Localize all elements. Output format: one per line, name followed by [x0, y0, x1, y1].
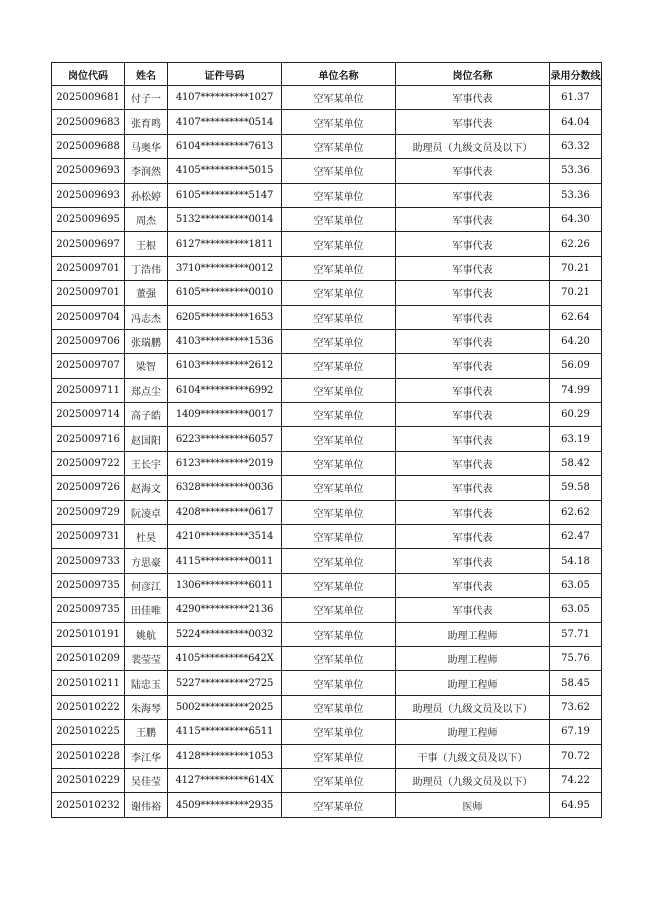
position-name-cell: 医师	[396, 793, 550, 817]
position-code-cell: 2025009688	[52, 134, 125, 158]
cutoff-score-cell: 73.62	[550, 695, 602, 719]
unit-name-cell: 空军某单位	[282, 305, 396, 329]
unit-name-cell: 空军某单位	[282, 744, 396, 768]
position-name-cell: 助理工程师	[396, 671, 550, 695]
cutoff-score-cell: 63.19	[550, 427, 602, 451]
unit-name-cell: 空军某单位	[282, 329, 396, 353]
cutoff-score-cell: 70.21	[550, 281, 602, 305]
table-row	[52, 427, 602, 451]
unit-name-cell: 空军某单位	[282, 646, 396, 670]
table-row	[52, 86, 602, 110]
table-row	[52, 134, 602, 158]
position-name-cell: 干事（九级文员及以下）	[396, 744, 550, 768]
unit-name-cell: 空军某单位	[282, 598, 396, 622]
position-name-cell: 助理工程师	[396, 720, 550, 744]
position-code-cell: 2025009704	[52, 305, 125, 329]
id-number-cell: 6105**********5147	[168, 183, 282, 207]
position-name-cell: 军事代表	[396, 451, 550, 475]
id-number-cell: 5227**********2725	[168, 671, 282, 695]
table-row	[52, 403, 602, 427]
name-cell: 裴莹莹	[125, 646, 168, 670]
name-cell: 王鹏	[125, 720, 168, 744]
table-row	[52, 207, 602, 231]
position-code-cell: 2025010232	[52, 793, 125, 817]
name-cell: 田佳唯	[125, 598, 168, 622]
table-row	[52, 232, 602, 256]
position-name-cell: 军事代表	[396, 476, 550, 500]
cutoff-score-cell: 63.32	[550, 134, 602, 158]
position-code-cell: 2025009681	[52, 86, 125, 110]
position-code-cell: 2025009735	[52, 573, 125, 597]
id-number-cell: 4290**********2136	[168, 598, 282, 622]
position-code-cell: 2025010222	[52, 695, 125, 719]
position-name-cell: 军事代表	[396, 232, 550, 256]
position-name-cell: 军事代表	[396, 598, 550, 622]
table-row	[52, 573, 602, 597]
table-row	[52, 378, 602, 402]
position-code-cell: 2025009711	[52, 378, 125, 402]
position-name-cell: 助理工程师	[396, 646, 550, 670]
name-cell: 朱海琴	[125, 695, 168, 719]
id-number-cell: 4105**********5015	[168, 159, 282, 183]
cutoff-score-cell: 58.42	[550, 451, 602, 475]
table-row	[52, 305, 602, 329]
position-name-cell: 军事代表	[396, 500, 550, 524]
name-cell: 何彦江	[125, 573, 168, 597]
position-code-cell: 2025010228	[52, 744, 125, 768]
name-cell: 王根	[125, 232, 168, 256]
id-number-cell: 4105**********642X	[168, 646, 282, 670]
unit-name-cell: 空军某单位	[282, 793, 396, 817]
unit-name-cell: 空军某单位	[282, 403, 396, 427]
id-number-cell: 4115**********6511	[168, 720, 282, 744]
cutoff-score-cell: 70.72	[550, 744, 602, 768]
name-cell: 周杰	[125, 207, 168, 231]
id-number-cell: 4127**********614X	[168, 768, 282, 792]
id-number-cell: 3710**********0012	[168, 256, 282, 280]
id-number-cell: 6104**********6992	[168, 378, 282, 402]
name-cell: 赵海文	[125, 476, 168, 500]
id-number-cell: 4509**********2935	[168, 793, 282, 817]
position-code-cell: 2025009701	[52, 256, 125, 280]
position-name-cell: 助理工程师	[396, 622, 550, 646]
cutoff-score-cell: 64.04	[550, 110, 602, 134]
table-row	[52, 768, 602, 792]
position-name-cell: 助理员（九级文员及以下）	[396, 768, 550, 792]
name-cell: 李润然	[125, 159, 168, 183]
name-cell: 陆忠玉	[125, 671, 168, 695]
unit-name-cell: 空军某单位	[282, 159, 396, 183]
table-row	[52, 720, 602, 744]
cutoff-score-cell: 58.45	[550, 671, 602, 695]
cutoff-score-cell: 56.09	[550, 354, 602, 378]
name-cell: 孙松婷	[125, 183, 168, 207]
name-cell: 吴佳莹	[125, 768, 168, 792]
name-cell: 马奥华	[125, 134, 168, 158]
position-code-cell: 2025009731	[52, 525, 125, 549]
name-cell: 丁浩伟	[125, 256, 168, 280]
position-code-cell: 2025009735	[52, 598, 125, 622]
position-code-cell: 2025009729	[52, 500, 125, 524]
position-code-cell: 2025009697	[52, 232, 125, 256]
position-name-cell: 军事代表	[396, 354, 550, 378]
position-code-cell: 2025009726	[52, 476, 125, 500]
id-number-cell: 6105**********0010	[168, 281, 282, 305]
position-code-cell: 2025010225	[52, 720, 125, 744]
id-number-cell: 5224**********0032	[168, 622, 282, 646]
cutoff-score-cell: 64.95	[550, 793, 602, 817]
position-name-cell: 军事代表	[396, 183, 550, 207]
position-code-cell: 2025010229	[52, 768, 125, 792]
header-name: 姓名	[125, 63, 168, 86]
name-cell: 董强	[125, 281, 168, 305]
table-row	[52, 451, 602, 475]
table-row	[52, 500, 602, 524]
position-name-cell: 军事代表	[396, 281, 550, 305]
position-name-cell: 军事代表	[396, 525, 550, 549]
id-number-cell: 6127**********1811	[168, 232, 282, 256]
id-number-cell: 1409**********0017	[168, 403, 282, 427]
table-row	[52, 549, 602, 573]
id-number-cell: 6103**********2612	[168, 354, 282, 378]
unit-name-cell: 空军某单位	[282, 671, 396, 695]
id-number-cell: 4107**********1027	[168, 86, 282, 110]
id-number-cell: 4210**********3514	[168, 525, 282, 549]
position-code-cell: 2025009706	[52, 329, 125, 353]
id-number-cell: 5132**********0014	[168, 207, 282, 231]
position-name-cell: 军事代表	[396, 207, 550, 231]
cutoff-score-cell: 62.64	[550, 305, 602, 329]
cutoff-score-cell: 63.05	[550, 573, 602, 597]
unit-name-cell: 空军某单位	[282, 720, 396, 744]
unit-name-cell: 空军某单位	[282, 110, 396, 134]
table-row	[52, 695, 602, 719]
id-number-cell: 6104**********7613	[168, 134, 282, 158]
table-row	[52, 281, 602, 305]
position-name-cell: 军事代表	[396, 378, 550, 402]
position-name-cell: 助理员（九级文员及以下）	[396, 134, 550, 158]
id-number-cell: 6328**********0036	[168, 476, 282, 500]
cutoff-score-cell: 62.26	[550, 232, 602, 256]
unit-name-cell: 空军某单位	[282, 134, 396, 158]
table-row	[52, 256, 602, 280]
position-code-cell: 2025009695	[52, 207, 125, 231]
cutoff-score-cell: 67.19	[550, 720, 602, 744]
position-code-cell: 2025010191	[52, 622, 125, 646]
cutoff-score-cell: 62.62	[550, 500, 602, 524]
name-cell: 付子一	[125, 86, 168, 110]
table-row	[52, 598, 602, 622]
position-code-cell: 2025009701	[52, 281, 125, 305]
id-number-cell: 1306**********6011	[168, 573, 282, 597]
cutoff-score-cell: 63.05	[550, 598, 602, 622]
unit-name-cell: 空军某单位	[282, 622, 396, 646]
table-body	[52, 86, 602, 818]
name-cell: 张瑞鹏	[125, 329, 168, 353]
id-number-cell: 4107**********0514	[168, 110, 282, 134]
position-code-cell: 2025009693	[52, 159, 125, 183]
position-code-cell: 2025009733	[52, 549, 125, 573]
cutoff-score-cell: 75.76	[550, 646, 602, 670]
header-cutoff-score: 录用分数线	[550, 63, 602, 86]
name-cell: 阮凌卓	[125, 500, 168, 524]
unit-name-cell: 空军某单位	[282, 207, 396, 231]
name-cell: 梁智	[125, 354, 168, 378]
cutoff-score-cell: 62.47	[550, 525, 602, 549]
position-name-cell: 军事代表	[396, 86, 550, 110]
position-name-cell: 军事代表	[396, 549, 550, 573]
unit-name-cell: 空军某单位	[282, 476, 396, 500]
table-row	[52, 183, 602, 207]
cutoff-score-cell: 74.99	[550, 378, 602, 402]
unit-name-cell: 空军某单位	[282, 549, 396, 573]
position-name-cell: 助理员（九级文员及以下）	[396, 695, 550, 719]
header-unit-name: 单位名称	[282, 63, 396, 86]
table-row	[52, 110, 602, 134]
cutoff-score-cell: 64.20	[550, 329, 602, 353]
name-cell: 冯志杰	[125, 305, 168, 329]
id-number-cell: 4115**********0011	[168, 549, 282, 573]
id-number-cell: 5002**********2025	[168, 695, 282, 719]
cutoff-score-cell: 53.36	[550, 159, 602, 183]
table-row	[52, 646, 602, 670]
position-code-cell: 2025009707	[52, 354, 125, 378]
name-cell: 方思豪	[125, 549, 168, 573]
cutoff-score-cell: 74.22	[550, 768, 602, 792]
cutoff-score-cell: 57.71	[550, 622, 602, 646]
position-name-cell: 军事代表	[396, 427, 550, 451]
unit-name-cell: 空军某单位	[282, 232, 396, 256]
name-cell: 赵国阳	[125, 427, 168, 451]
name-cell: 张育鸣	[125, 110, 168, 134]
id-number-cell: 6205**********1653	[168, 305, 282, 329]
unit-name-cell: 空军某单位	[282, 256, 396, 280]
position-name-cell: 军事代表	[396, 110, 550, 134]
name-cell: 李江华	[125, 744, 168, 768]
cutoff-score-cell: 59.58	[550, 476, 602, 500]
position-name-cell: 军事代表	[396, 403, 550, 427]
unit-name-cell: 空军某单位	[282, 525, 396, 549]
table-header-row	[52, 63, 602, 86]
position-code-cell: 2025009693	[52, 183, 125, 207]
unit-name-cell: 空军某单位	[282, 427, 396, 451]
unit-name-cell: 空军某单位	[282, 500, 396, 524]
unit-name-cell: 空军某单位	[282, 573, 396, 597]
name-cell: 郑点尘	[125, 378, 168, 402]
id-number-cell: 4128**********1053	[168, 744, 282, 768]
unit-name-cell: 空军某单位	[282, 354, 396, 378]
unit-name-cell: 空军某单位	[282, 695, 396, 719]
cutoff-score-cell: 64.30	[550, 207, 602, 231]
position-code-cell: 2025010211	[52, 671, 125, 695]
admission-table	[51, 62, 602, 818]
name-cell: 高子皓	[125, 403, 168, 427]
position-code-cell: 2025010209	[52, 646, 125, 670]
header-position-name: 岗位名称	[396, 63, 550, 86]
table-row	[52, 793, 602, 817]
unit-name-cell: 空军某单位	[282, 183, 396, 207]
position-name-cell: 军事代表	[396, 256, 550, 280]
position-name-cell: 军事代表	[396, 329, 550, 353]
table-row	[52, 159, 602, 183]
name-cell: 杜昊	[125, 525, 168, 549]
header-position-code: 岗位代码	[52, 63, 125, 86]
unit-name-cell: 空军某单位	[282, 768, 396, 792]
cutoff-score-cell: 61.37	[550, 86, 602, 110]
header-id-number: 证件号码	[168, 63, 282, 86]
table-row	[52, 476, 602, 500]
id-number-cell: 6223**********6057	[168, 427, 282, 451]
name-cell: 姚航	[125, 622, 168, 646]
position-code-cell: 2025009716	[52, 427, 125, 451]
table-row	[52, 744, 602, 768]
name-cell: 谢伟裕	[125, 793, 168, 817]
id-number-cell: 4208**********0617	[168, 500, 282, 524]
position-code-cell: 2025009722	[52, 451, 125, 475]
cutoff-score-cell: 54.18	[550, 549, 602, 573]
id-number-cell: 6123**********2019	[168, 451, 282, 475]
position-code-cell: 2025009714	[52, 403, 125, 427]
table-row	[52, 525, 602, 549]
unit-name-cell: 空军某单位	[282, 378, 396, 402]
position-code-cell: 2025009683	[52, 110, 125, 134]
position-name-cell: 军事代表	[396, 159, 550, 183]
table-row	[52, 354, 602, 378]
unit-name-cell: 空军某单位	[282, 86, 396, 110]
cutoff-score-cell: 60.29	[550, 403, 602, 427]
position-name-cell: 军事代表	[396, 573, 550, 597]
table-row	[52, 622, 602, 646]
id-number-cell: 4103**********1536	[168, 329, 282, 353]
unit-name-cell: 空军某单位	[282, 281, 396, 305]
position-name-cell: 军事代表	[396, 305, 550, 329]
cutoff-score-cell: 53.36	[550, 183, 602, 207]
table-row	[52, 329, 602, 353]
table-row	[52, 671, 602, 695]
unit-name-cell: 空军某单位	[282, 451, 396, 475]
cutoff-score-cell: 70.21	[550, 256, 602, 280]
name-cell: 王长宇	[125, 451, 168, 475]
